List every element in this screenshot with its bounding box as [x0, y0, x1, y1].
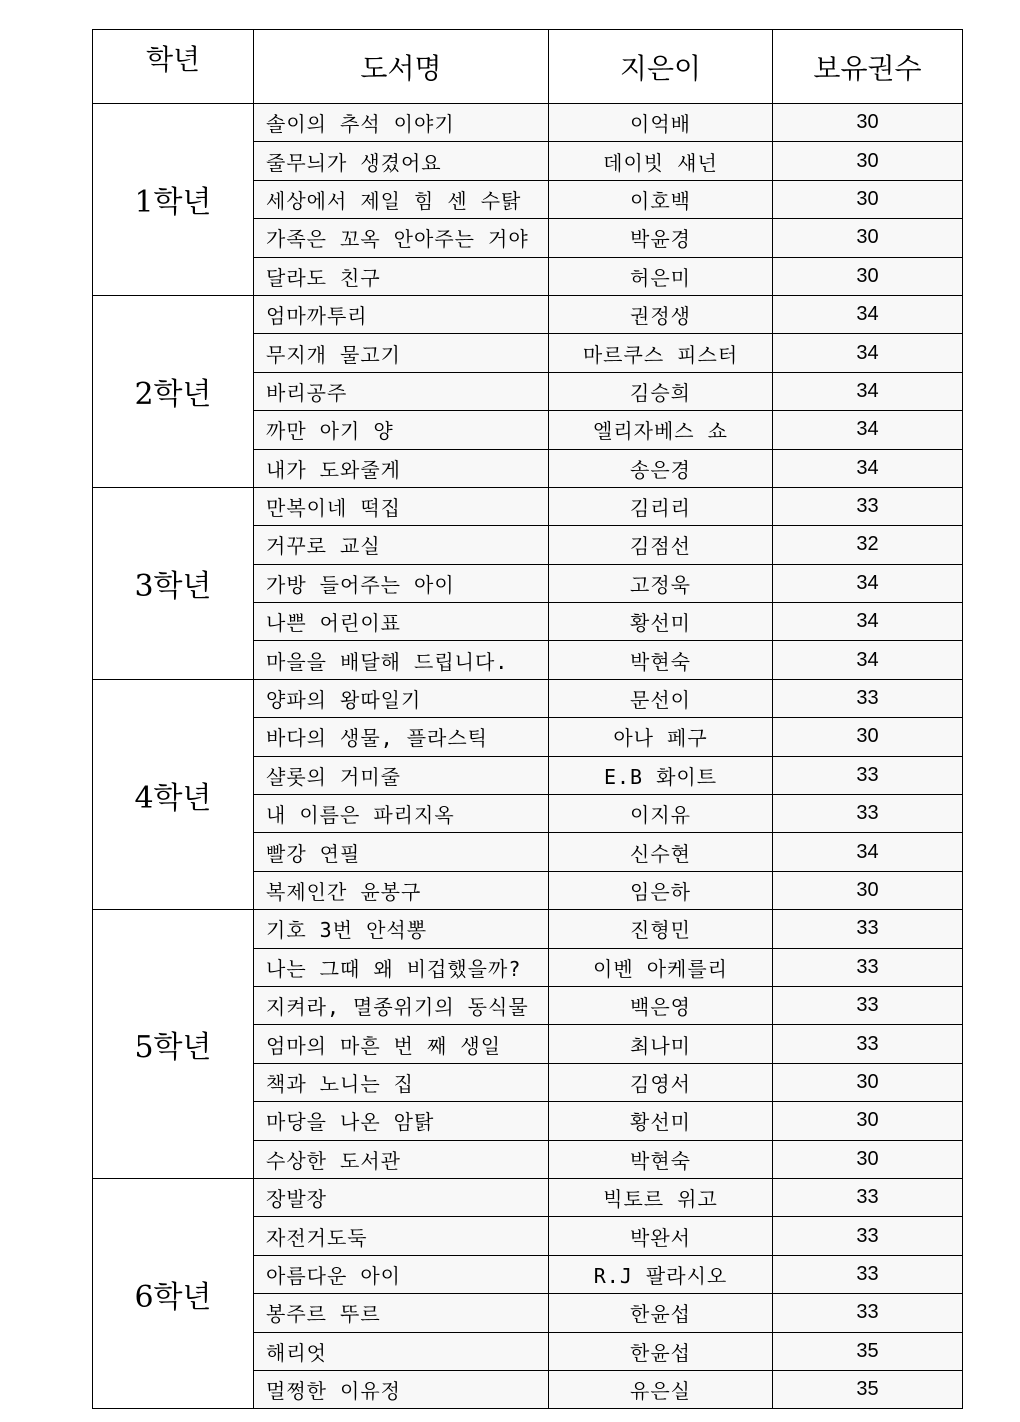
- header-row: [93, 30, 963, 104]
- book-title: 만복이네 떡집: [254, 487, 549, 525]
- book-count: 33: [773, 1178, 963, 1216]
- book-count: 33: [773, 986, 963, 1024]
- book-title: 엄마까투리: [254, 295, 549, 333]
- table-body: [93, 104, 963, 1409]
- book-author: 황선미: [549, 1102, 773, 1140]
- book-author: 빅토르 위고: [549, 1178, 773, 1216]
- book-title: 자전거도둑: [254, 1217, 549, 1255]
- book-author: 아나 페구: [549, 718, 773, 756]
- book-title: 빨강 연필: [254, 833, 549, 871]
- grade-label: 4학년: [93, 679, 254, 909]
- book-title: 나는 그때 왜 비겁했을까?: [254, 948, 549, 986]
- book-count: 33: [773, 948, 963, 986]
- book-count: 33: [773, 1025, 963, 1063]
- book-title: 기호 3번 안석뽕: [254, 910, 549, 948]
- book-title: 달라도 친구: [254, 257, 549, 295]
- book-count: 34: [773, 411, 963, 449]
- book-author: 박완서: [549, 1217, 773, 1255]
- book-author: 김승희: [549, 372, 773, 410]
- book-title: 마당을 나온 암탉: [254, 1102, 549, 1140]
- book-count: 32: [773, 526, 963, 564]
- book-count: 30: [773, 1063, 963, 1101]
- book-author: 황선미: [549, 603, 773, 641]
- book-author: 고정욱: [549, 564, 773, 602]
- book-author: 엘리자베스 쇼: [549, 411, 773, 449]
- table-row: [93, 487, 963, 525]
- book-count: 35: [773, 1332, 963, 1370]
- book-title: 양파의 왕따일기: [254, 679, 549, 717]
- book-count: 30: [773, 180, 963, 218]
- book-count: 33: [773, 795, 963, 833]
- header-count: 보유권수: [773, 30, 963, 104]
- book-title: 장발장: [254, 1178, 549, 1216]
- book-title: 가방 들어주는 아이: [254, 564, 549, 602]
- book-author: 김점선: [549, 526, 773, 564]
- book-title: 줄무늬가 생겼어요: [254, 142, 549, 180]
- book-author: 진형민: [549, 910, 773, 948]
- book-title: 지켜라, 멸종위기의 동식물: [254, 986, 549, 1024]
- table-row: [93, 910, 963, 948]
- book-author: 신수현: [549, 833, 773, 871]
- book-count: 33: [773, 1294, 963, 1332]
- book-author: 최나미: [549, 1025, 773, 1063]
- grade-label: 5학년: [93, 910, 254, 1179]
- book-list-table: [92, 29, 963, 1409]
- book-count: 34: [773, 641, 963, 679]
- book-count: 30: [773, 219, 963, 257]
- book-title: 아름다운 아이: [254, 1255, 549, 1293]
- book-author: 박현숙: [549, 1140, 773, 1178]
- book-count: 30: [773, 871, 963, 909]
- table-row: [93, 104, 963, 142]
- book-title: 무지개 물고기: [254, 334, 549, 372]
- book-title: 복제인간 윤봉구: [254, 871, 549, 909]
- book-title: 봉주르 뚜르: [254, 1294, 549, 1332]
- book-title: 샬롯의 거미줄: [254, 756, 549, 794]
- book-author: 한윤섭: [549, 1332, 773, 1370]
- book-count: 33: [773, 756, 963, 794]
- book-title: 내 이름은 파리지옥: [254, 795, 549, 833]
- book-count: 33: [773, 1217, 963, 1255]
- grade-label: 6학년: [93, 1178, 254, 1408]
- table-row: [93, 679, 963, 717]
- book-count: 34: [773, 603, 963, 641]
- book-author: 박현숙: [549, 641, 773, 679]
- book-author: 백은영: [549, 986, 773, 1024]
- book-count: 33: [773, 679, 963, 717]
- book-author: 허은미: [549, 257, 773, 295]
- book-count: 33: [773, 1255, 963, 1293]
- grade-label: 2학년: [93, 295, 254, 487]
- book-count: 34: [773, 449, 963, 487]
- book-author: 송은경: [549, 449, 773, 487]
- book-author: 이호백: [549, 180, 773, 218]
- book-author: 박윤경: [549, 219, 773, 257]
- book-author: 임은하: [549, 871, 773, 909]
- book-count: 30: [773, 142, 963, 180]
- book-count: 34: [773, 295, 963, 333]
- book-title: 마을을 배달해 드립니다.: [254, 641, 549, 679]
- book-author: 이벤 아케를리: [549, 948, 773, 986]
- header-author: 지은이: [549, 30, 773, 104]
- book-author: 이지유: [549, 795, 773, 833]
- book-author: 한윤섭: [549, 1294, 773, 1332]
- book-count: 34: [773, 372, 963, 410]
- book-count: 30: [773, 104, 963, 142]
- book-title: 까만 아기 양: [254, 411, 549, 449]
- book-count: 35: [773, 1370, 963, 1408]
- book-title: 나쁜 어린이표: [254, 603, 549, 641]
- book-title: 솔이의 추석 이야기: [254, 104, 549, 142]
- book-title: 가족은 꼬옥 안아주는 거야: [254, 219, 549, 257]
- book-author: 마르쿠스 피스터: [549, 334, 773, 372]
- book-title: 해리엇: [254, 1332, 549, 1370]
- book-count: 34: [773, 564, 963, 602]
- book-count: 34: [773, 334, 963, 372]
- book-title: 멀쩡한 이유정: [254, 1370, 549, 1408]
- table-row: [93, 1178, 963, 1216]
- book-title: 바리공주: [254, 372, 549, 410]
- book-count: 30: [773, 1102, 963, 1140]
- grade-label: 1학년: [93, 104, 254, 296]
- book-count: 33: [773, 910, 963, 948]
- book-author: 이억배: [549, 104, 773, 142]
- book-title: 세상에서 제일 힘 센 수탉: [254, 180, 549, 218]
- book-author: 권정생: [549, 295, 773, 333]
- book-author: 김리리: [549, 487, 773, 525]
- book-count: 33: [773, 487, 963, 525]
- book-author: R.J 팔라시오: [549, 1255, 773, 1293]
- book-title: 거꾸로 교실: [254, 526, 549, 564]
- book-title: 바다의 생물, 플라스틱: [254, 718, 549, 756]
- book-count: 30: [773, 718, 963, 756]
- book-author: E.B 화이트: [549, 756, 773, 794]
- table-row: [93, 295, 963, 333]
- grade-label: 3학년: [93, 487, 254, 679]
- book-title: 수상한 도서관: [254, 1140, 549, 1178]
- header-title: 도서명: [254, 30, 549, 104]
- book-count: 34: [773, 833, 963, 871]
- book-count: 30: [773, 1140, 963, 1178]
- header-grade: 학년: [93, 30, 254, 104]
- book-author: 김영서: [549, 1063, 773, 1101]
- book-author: 유은실: [549, 1370, 773, 1408]
- book-title: 책과 노니는 집: [254, 1063, 549, 1101]
- book-count: 30: [773, 257, 963, 295]
- book-title: 엄마의 마흔 번 째 생일: [254, 1025, 549, 1063]
- book-author: 문선이: [549, 679, 773, 717]
- book-title: 내가 도와줄게: [254, 449, 549, 487]
- book-author: 데이빗 섀넌: [549, 142, 773, 180]
